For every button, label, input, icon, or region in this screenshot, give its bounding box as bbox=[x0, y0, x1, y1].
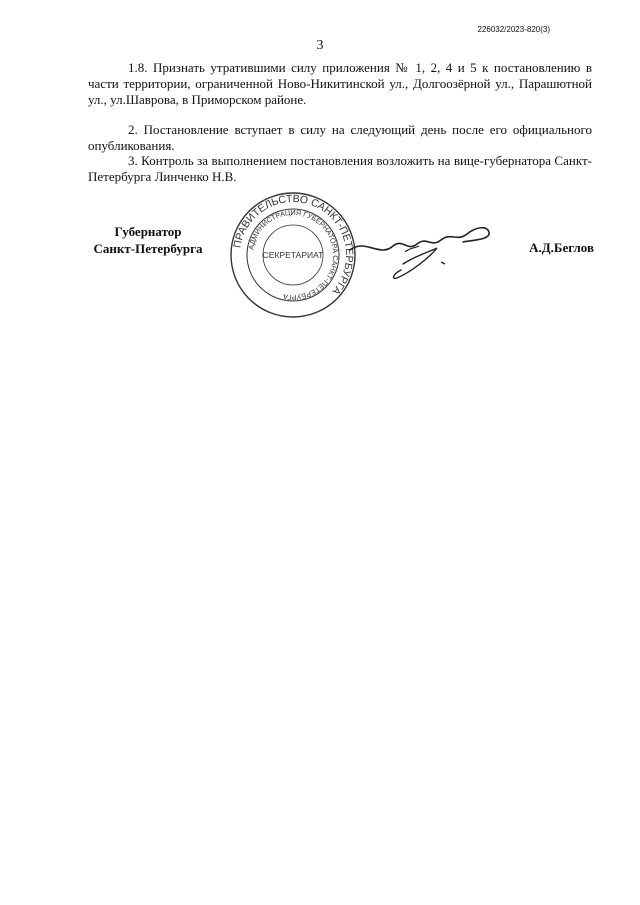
paragraph-1-8: 1.8. Признать утратившими силу приложения № 1, 2, 4 и 5 к постановлению в части территории, ограниченной Ново-Никитинской ул., Долгоозёрной ул., Парашютной ул., ул.Шаврова, в Приморском районе. bbox=[88, 60, 592, 107]
seal-inner-text: АДМИНИСТРАЦИЯ ГУБЕРНАТОРА САНКТ-ПЕТЕРБУРГА bbox=[246, 207, 341, 303]
signatory-title-line-2: Санкт-Петербурга bbox=[93, 241, 203, 256]
handwritten-signature bbox=[345, 218, 495, 284]
paragraph-3: 3. Контроль за выполнением постановления возложить на вице-губернатора Санкт-Петербурга Линченко Н.В. bbox=[88, 153, 592, 184]
page-number: 3 bbox=[316, 38, 324, 53]
signatory-title bbox=[88, 223, 208, 257]
official-seal bbox=[228, 190, 358, 320]
seal-center-text: СЕКРЕТАРИАТ bbox=[262, 250, 324, 260]
signatory-name: А.Д.Беглов bbox=[529, 240, 594, 255]
paragraph-2: 2. Постановление вступает в силу на следующий день после его официального опубликования. bbox=[88, 122, 592, 153]
document-number: 226032/2023-820(3) bbox=[477, 25, 550, 34]
seal-outer-text: ПРАВИТЕЛЬСТВО САНКТ-ПЕТЕРБУРГА bbox=[231, 192, 356, 297]
signatory-title-line-1: Губернатор bbox=[114, 224, 182, 239]
